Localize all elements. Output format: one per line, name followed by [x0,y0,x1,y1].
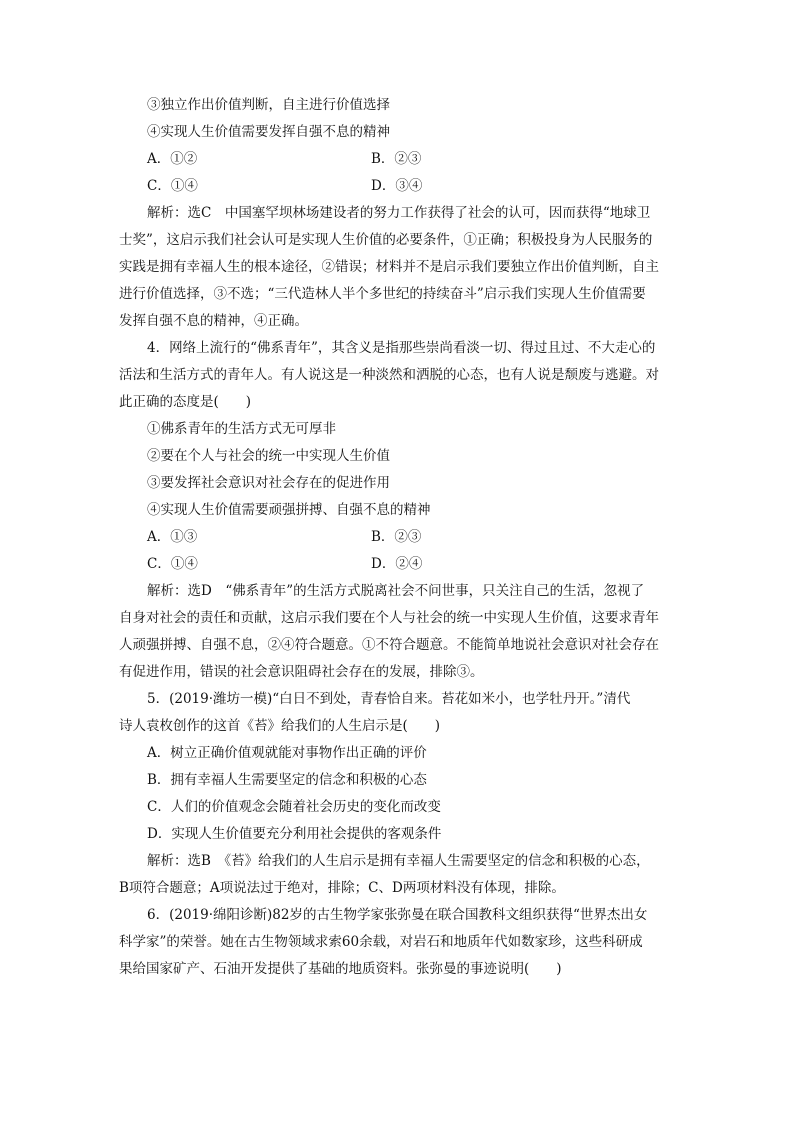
document-page [119,92,679,983]
q3-option-c: C．①④ [147,178,198,194]
stem-line: 活法和生活方式的青年人。有人说这是一种淡然和洒脱的心态，也有人说是颓废与逃避。对 [119,367,659,383]
q5-choice-d: D．实现人生价值要充分利用社会提供的客观条件 [147,826,442,842]
analysis-line: 自身对社会的责任和贡献，这启示我们要在个人与社会的统一中实现人生价值，这要求青年 [119,610,659,626]
q4-statement: ③要发挥社会意识对社会存在的促进作用 [147,475,390,491]
q4-option-a: A．①③ [147,529,198,545]
q4-options-row [119,551,679,578]
q3-options-row [119,146,679,173]
q3-option-b: B．②③ [371,151,422,167]
q4-statement: ②要在个人与社会的统一中实现人生价值 [147,448,390,464]
q3-options-row [119,173,679,200]
q5-analysis [119,848,679,902]
q3-option-d: D．③④ [371,178,423,194]
stem-line: 果给国家矿产、石油开发提供了基础的地质资料。张弥曼的事迹说明( ) [119,961,562,977]
q3-statement: ④实现人生价值需要发挥自强不息的精神 [147,124,390,140]
analysis-line: 有促进作用，错误的社会意识阻碍社会存在的发展，排除③。 [119,664,484,680]
analysis-line: 发挥自强不息的精神，④正确。 [119,313,308,329]
q4-option-d: D．②④ [371,556,423,572]
q5-choice-b: B．拥有幸福人生需要坚定的信念和积极的心态 [147,772,427,788]
analysis-line: 解析：选B 《苔》给我们的人生启示是拥有幸福人生需要坚定的信念和积极的心态， [147,853,650,869]
q5-choice-a: A．树立正确价值观就能对事物作出正确的评价 [147,745,427,761]
q4-options-row [119,524,679,551]
analysis-line: 解析：选C 中国塞罕坝林场建设者的努力工作获得了社会的认可，因而获得“地球卫 [147,205,651,221]
q4-statement: ①佛系青年的生活方式无可厚非 [147,421,336,437]
stem-line: 此正确的态度是( ) [119,394,252,410]
stem-line: 6．(2019·绵阳诊断)82岁的古生物学家张弥曼在联合国教科文组织获得“世界杰出女 [147,907,648,923]
stem-line: 4．网络上流行的“佛系青年”，其含义是指那些崇尚看淡一切、得过且过、不大走心的 [147,340,656,356]
q4-option-c: C．①④ [147,556,198,572]
q6-stem [119,902,679,983]
analysis-line: 解析：选D “佛系青年”的生活方式脱离社会不问世事，只关注自己的生活，忽视了 [147,583,645,599]
stem-line: 科学家”的荣誉。她在古生物领域求索60余载，对岩石和地质年代如数家珍，这些科研成 [119,934,643,950]
analysis-line: 人顽强拼搏、自强不息，②④符合题意。①不符合题意。不能简单地说社会意识对社会存在 [119,637,659,653]
analysis-line: B项符合题意；A项说法过于绝对，排除；C、D两项材料没有体现，排除。 [119,880,565,896]
q4-stem [119,335,679,416]
analysis-line: 实践是拥有幸福人生的根本途径，②错误；材料并不是启示我们要独立作出价值判断，自主 [119,259,659,275]
q4-option-b: B．②③ [371,529,422,545]
q4-analysis [119,578,679,686]
analysis-line: 士奖”，这启示我们社会认可是实现人生价值的必要条件，①正确；积极投身为人民服务的 [119,232,653,248]
stem-line: 诗人袁枚创作的这首《苔》给我们的人生启示是( ) [119,718,441,734]
q4-statement: ④实现人生价值需要顽强拼搏、自强不息的精神 [147,502,431,518]
q3-statement: ③独立作出价值判断，自主进行价值选择 [147,97,390,113]
q3-option-a: A．①② [147,151,198,167]
q5-choice-c: C．人们的价值观念会随着社会历史的变化而改变 [147,799,441,815]
stem-line: 5．(2019·潍坊一模)“白日不到处，青春恰自来。苔花如米小，也学牡丹开。”清代 [147,691,631,707]
q3-analysis [119,200,679,335]
q5-stem [119,686,679,740]
analysis-line: 进行价值选择，③不选；“三代造林人半个多世纪的持续奋斗”启示我们实现人生价值需要 [119,286,646,302]
